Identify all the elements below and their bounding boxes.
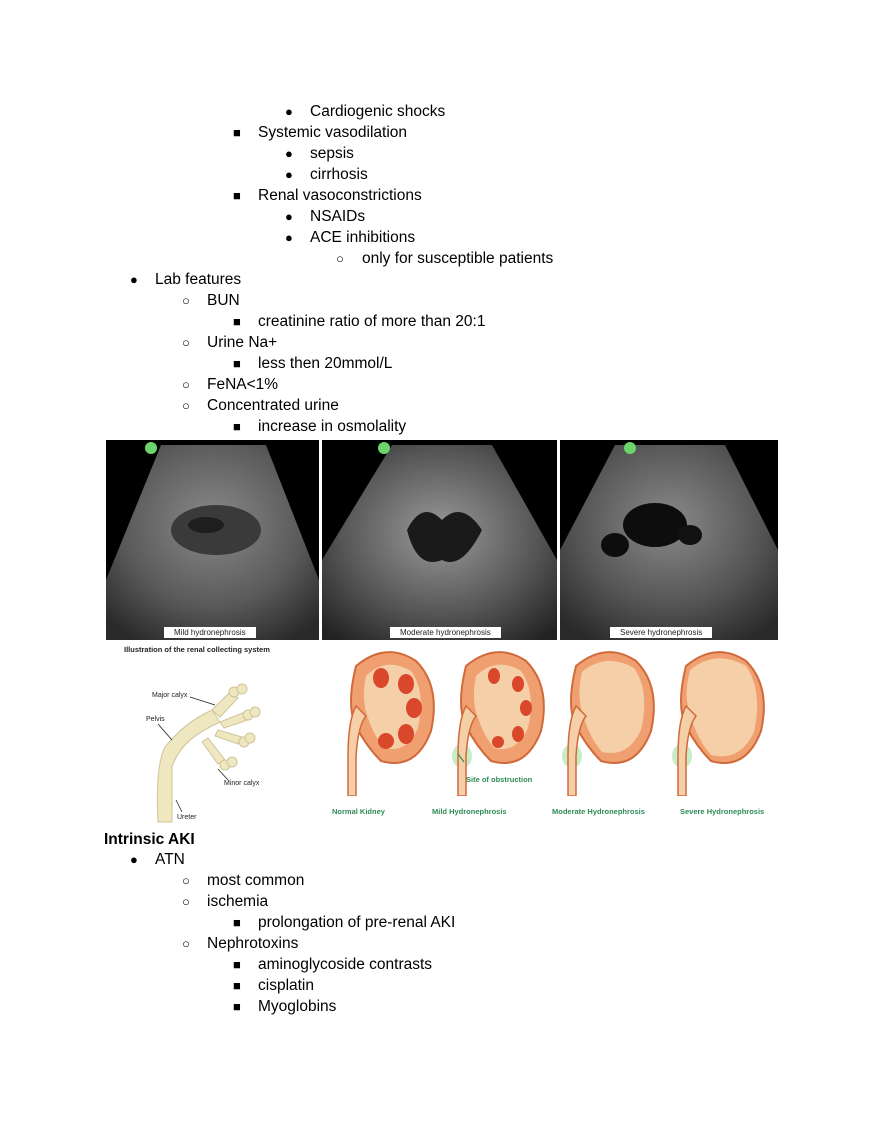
bullet-marker: ■ bbox=[233, 125, 241, 140]
list-item: Cardiogenic shocks bbox=[310, 103, 446, 120]
bullet-marker: ■ bbox=[233, 999, 241, 1014]
section-heading: Intrinsic AKI bbox=[104, 831, 195, 848]
list-item: increase in osmolality bbox=[258, 418, 407, 435]
list-item: ATN bbox=[155, 851, 185, 868]
kidney-moderate bbox=[562, 652, 654, 796]
ultrasound-image-moderate bbox=[322, 440, 557, 640]
bullet-marker: ○ bbox=[182, 335, 190, 350]
bullet-marker: ○ bbox=[182, 936, 190, 951]
list-item: most common bbox=[207, 872, 305, 889]
bullet-marker: ■ bbox=[233, 356, 241, 371]
ultrasound-image-mild bbox=[106, 440, 319, 640]
ultrasound-label-mild: Mild hydronephrosis bbox=[164, 627, 256, 638]
list-item: BUN bbox=[207, 292, 240, 309]
ultrasound-severe bbox=[560, 440, 778, 640]
bullet-marker: ● bbox=[285, 209, 293, 224]
list-item: Systemic vasodilation bbox=[258, 124, 408, 141]
list-item: aminoglycoside contrasts bbox=[258, 956, 433, 973]
bullet-marker: ○ bbox=[182, 377, 190, 392]
illustration-title: Illustration of the renal collecting system bbox=[124, 645, 270, 654]
list-item: cisplatin bbox=[258, 977, 314, 994]
bullet-marker: ■ bbox=[233, 314, 241, 329]
bullet-marker: ● bbox=[285, 230, 293, 245]
list-item: ACE inhibitions bbox=[310, 229, 416, 246]
kidney-severe bbox=[672, 652, 764, 796]
list-item: Urine Na+ bbox=[207, 334, 278, 351]
kidney-progression-illustration bbox=[326, 646, 786, 796]
label-pelvis: Pelvis bbox=[146, 716, 165, 723]
bullet-marker: ○ bbox=[182, 873, 190, 888]
ultrasound-label-moderate: Moderate hydronephrosis bbox=[390, 627, 501, 638]
bullet-marker: ● bbox=[285, 167, 293, 182]
ultrasound-label-severe: Severe hydronephrosis bbox=[610, 627, 712, 638]
bullet-marker: ● bbox=[130, 272, 138, 287]
caption-mild-hydronephrosis: Mild Hydronephrosis bbox=[432, 807, 507, 816]
bullet-marker: ○ bbox=[182, 894, 190, 909]
caption-normal-kidney: Normal Kidney bbox=[332, 807, 385, 816]
list-item: NSAIDs bbox=[310, 208, 366, 225]
kidney-normal bbox=[348, 652, 434, 796]
bullet-marker: ● bbox=[285, 146, 293, 161]
ultrasound-mild bbox=[106, 440, 319, 640]
label-major-calyx: Major calyx bbox=[152, 692, 188, 699]
label-ureter: Ureter bbox=[177, 814, 197, 821]
ultrasound-moderate bbox=[322, 440, 557, 640]
list-item: creatinine ratio of more than 20:1 bbox=[258, 313, 486, 330]
bullet-marker: ■ bbox=[233, 957, 241, 972]
bullet-marker: ○ bbox=[182, 398, 190, 413]
list-item: Nephrotoxins bbox=[207, 935, 299, 952]
list-item: cirrhosis bbox=[310, 166, 368, 183]
bullet-marker: ○ bbox=[182, 293, 190, 308]
list-item: Concentrated urine bbox=[207, 397, 339, 414]
list-item: less then 20mmol/L bbox=[258, 355, 393, 372]
list-item: only for susceptible patients bbox=[362, 250, 554, 267]
caption-severe-hydronephrosis: Severe Hydronephrosis bbox=[680, 807, 765, 816]
bullet-marker: ● bbox=[130, 852, 138, 867]
list-item: prolongation of pre-renal AKI bbox=[258, 914, 456, 931]
collecting-system-illustration bbox=[120, 672, 310, 827]
bullet-marker: ■ bbox=[233, 915, 241, 930]
bullet-marker: ■ bbox=[233, 978, 241, 993]
list-item: Renal vasoconstrictions bbox=[258, 187, 422, 204]
obstruction-label: Site of obstruction bbox=[466, 775, 533, 784]
list-item: ischemia bbox=[207, 893, 269, 910]
bullet-marker: ■ bbox=[233, 188, 241, 203]
list-item: FeNA<1% bbox=[207, 376, 279, 393]
bullet-marker: ■ bbox=[233, 419, 241, 434]
label-minor-calyx: Minor calyx bbox=[224, 780, 260, 787]
bullet-marker: ○ bbox=[336, 251, 344, 266]
list-item: Lab features bbox=[155, 271, 242, 288]
ultrasound-image-severe bbox=[560, 440, 778, 640]
list-item: Myoglobins bbox=[258, 998, 337, 1015]
bullet-marker: ● bbox=[285, 104, 293, 119]
caption-moderate-hydronephrosis: Moderate Hydronephrosis bbox=[552, 807, 645, 816]
list-item: sepsis bbox=[310, 145, 354, 162]
